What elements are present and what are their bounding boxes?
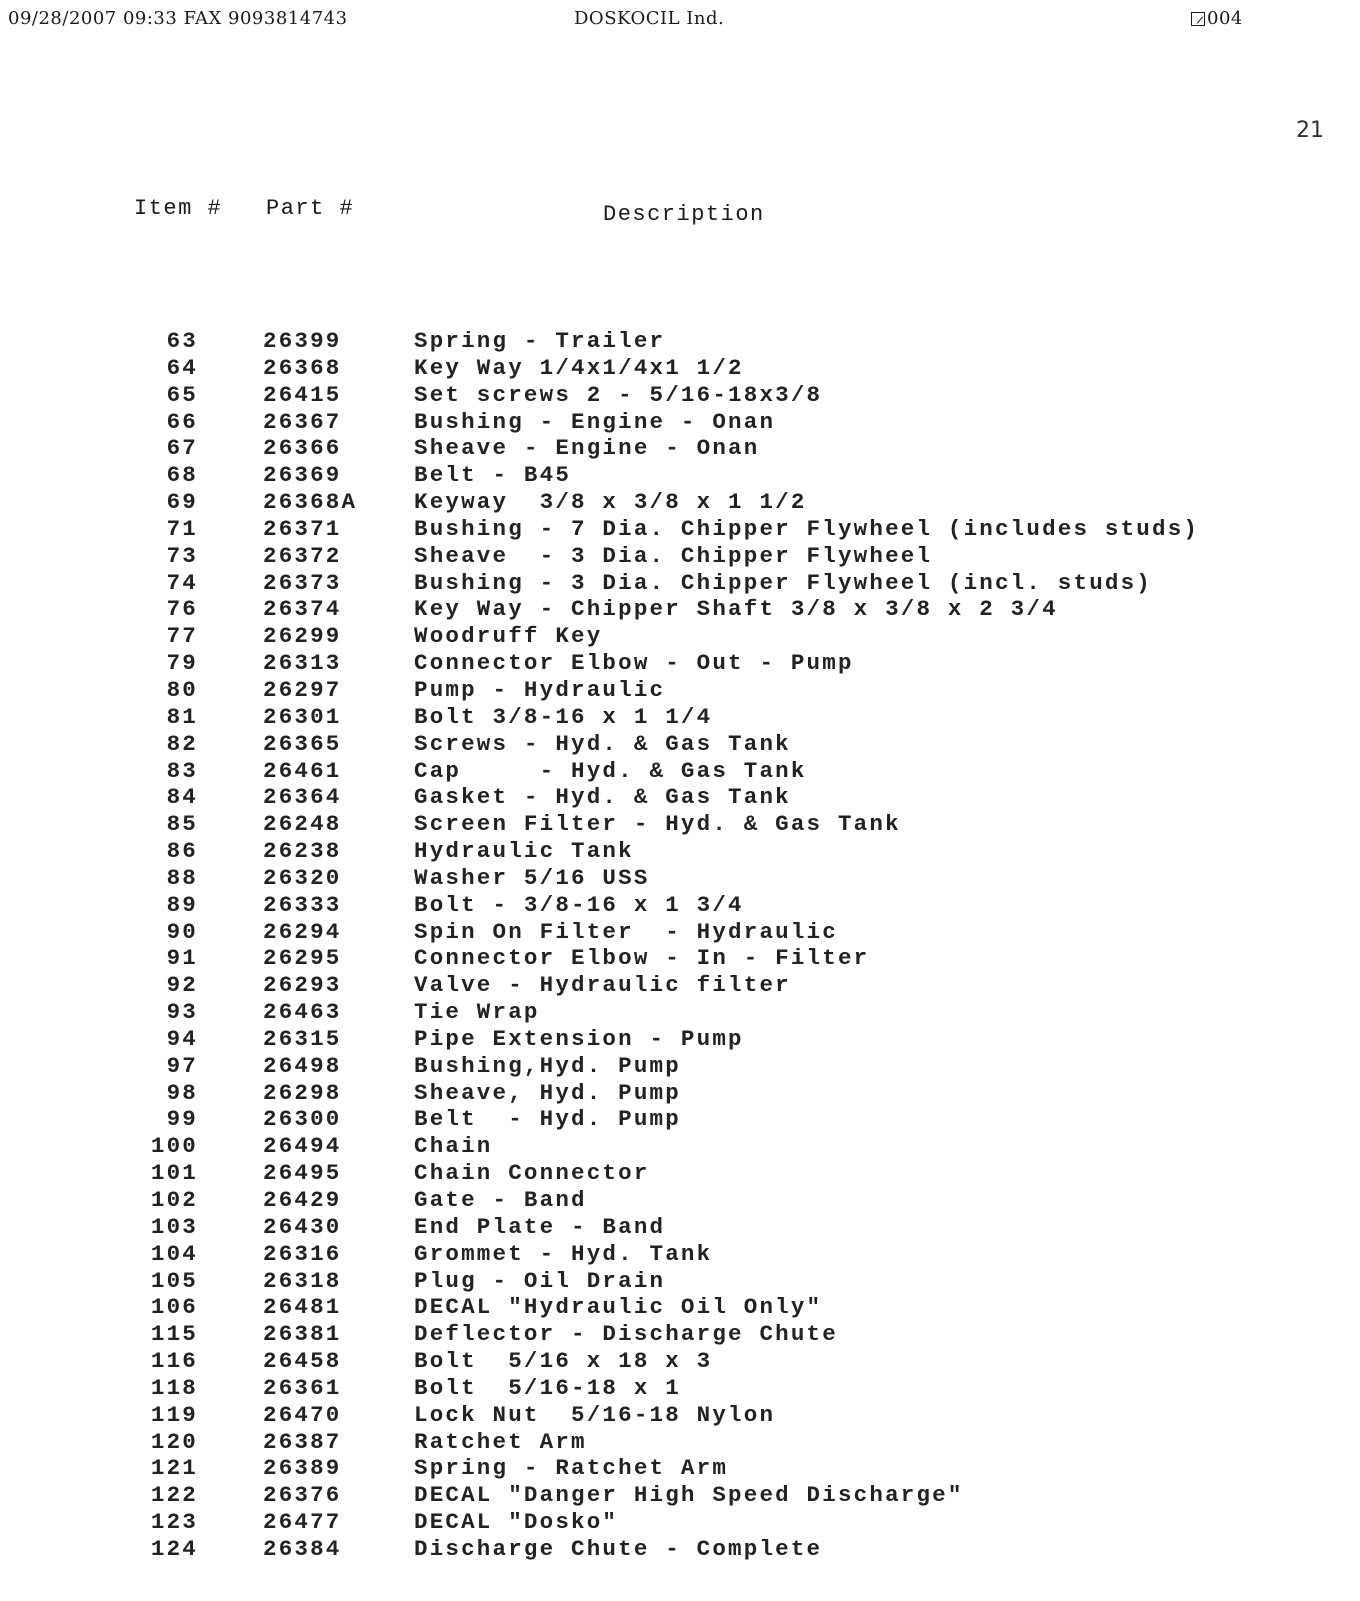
parts-row (0, 650, 1360, 677)
part-description: DECAL "Hydraulic Oil Only" (414, 1294, 823, 1321)
parts-row (0, 462, 1360, 489)
part-description: Key Way 1/4x1/4x1 1/2 (414, 354, 744, 381)
part-number: 26364 (263, 784, 342, 811)
parts-row (0, 516, 1360, 543)
part-description: Sheave - 3 Dia. Chipper Flywheel (414, 542, 933, 569)
part-number: 26299 (263, 623, 342, 650)
part-number: 26477 (263, 1509, 342, 1536)
parts-row (0, 999, 1360, 1026)
part-number: 26463 (263, 999, 342, 1026)
part-description: Pump - Hydraulic (414, 676, 666, 703)
fax-page-indicator (1191, 8, 1243, 29)
part-description: Washer 5/16 USS (414, 864, 650, 891)
parts-list (0, 328, 1360, 1563)
parts-row (0, 435, 1360, 462)
parts-row (0, 1482, 1360, 1509)
part-description: Bolt 3/8-16 x 1 1/4 (414, 703, 713, 730)
item-number: 86 (166, 838, 198, 865)
part-number: 26381 (263, 1321, 342, 1348)
parts-row (0, 838, 1360, 865)
part-description: Gate - Band (414, 1187, 587, 1213)
parts-row (0, 1294, 1360, 1321)
item-number: 65 (166, 381, 198, 408)
part-number: 26313 (263, 650, 342, 677)
part-description: Chain (414, 1133, 493, 1160)
part-description: End Plate - Band (414, 1213, 666, 1240)
part-description: Deflector - Discharge Chute (414, 1321, 838, 1348)
part-description: Set screws 2 - 5/16-18x3/8 (414, 381, 823, 408)
item-number: 81 (166, 703, 198, 730)
parts-row (0, 892, 1360, 919)
part-number: 26374 (263, 596, 342, 623)
item-number: 105 (150, 1267, 198, 1294)
parts-row (0, 570, 1360, 597)
item-number: 63 (166, 328, 198, 354)
part-description: Screen Filter - Hyd. & Gas Tank (414, 811, 901, 838)
part-number: 26361 (263, 1374, 342, 1401)
part-number: 26387 (263, 1428, 342, 1455)
parts-row (0, 409, 1360, 436)
part-description: Gasket - Hyd. & Gas Tank (414, 784, 791, 811)
item-number: 97 (166, 1052, 198, 1079)
parts-row (0, 1241, 1360, 1268)
part-number: 26367 (263, 408, 342, 435)
part-description: Sheave - Engine - Onan (414, 435, 760, 462)
part-description: Tie Wrap (414, 999, 540, 1026)
part-description: Hydraulic Tank (414, 838, 634, 865)
item-number: 80 (166, 676, 198, 703)
item-number: 106 (150, 1294, 198, 1321)
column-header-item: Item # (134, 196, 223, 221)
part-description: Bushing - Engine - Onan (414, 408, 776, 435)
part-number: 26294 (263, 918, 342, 945)
item-number: 74 (166, 569, 198, 596)
part-number: 26481 (263, 1294, 342, 1321)
item-number: 98 (166, 1079, 198, 1106)
part-description: Key Way - Chipper Shaft 3/8 x 3/8 x 2 3/4 (414, 596, 1058, 623)
parts-row (0, 1133, 1360, 1160)
parts-row (0, 1106, 1360, 1133)
item-number: 79 (166, 650, 198, 677)
item-number: 85 (166, 811, 198, 838)
page-number: 21 (1296, 118, 1324, 143)
parts-row (0, 1321, 1360, 1348)
item-number: 121 (150, 1455, 198, 1482)
item-number: 88 (166, 864, 198, 891)
item-number: 120 (150, 1428, 198, 1455)
part-number: 26293 (263, 972, 342, 999)
fax-company: DOSKOCIL Ind. (574, 8, 725, 29)
item-number: 91 (166, 945, 198, 972)
item-number: 123 (150, 1509, 198, 1536)
part-description: Cap - Hyd. & Gas Tank (414, 757, 807, 784)
part-number: 26366 (263, 435, 342, 462)
item-number: 94 (166, 1025, 198, 1052)
parts-row (0, 543, 1360, 570)
column-header-description: Description (603, 202, 765, 227)
item-number: 115 (150, 1321, 198, 1348)
fax-page-icon (1191, 12, 1205, 26)
part-description: DECAL "Dosko" (414, 1509, 619, 1536)
parts-row (0, 1187, 1360, 1214)
parts-row (0, 731, 1360, 758)
item-number: 103 (150, 1213, 198, 1240)
part-description: Bushing - 3 Dia. Chipper Flywheel (incl. studs) (414, 569, 1153, 596)
item-number: 119 (150, 1401, 198, 1428)
part-description: Woodruff Key (414, 623, 603, 650)
item-number: 76 (166, 596, 198, 623)
item-number: 66 (166, 408, 198, 435)
part-number: 26376 (263, 1482, 342, 1509)
parts-row (0, 919, 1360, 946)
item-number: 77 (166, 623, 198, 650)
item-number: 101 (150, 1160, 198, 1187)
part-description: DECAL "Danger High Speed Discharge" (414, 1482, 964, 1509)
part-description: Discharge Chute - Complete (414, 1535, 823, 1562)
part-number: 26300 (263, 1106, 342, 1133)
part-description: Connector Elbow - In - Filter (414, 945, 870, 972)
part-number: 26295 (263, 945, 342, 972)
part-description: Spring - Trailer (414, 328, 666, 354)
parts-row (0, 1026, 1360, 1053)
fax-datetime: 09/28/2007 09:33 FAX 9093814743 (8, 8, 348, 29)
part-number: 26315 (263, 1025, 342, 1052)
part-description: Chain Connector (414, 1160, 650, 1187)
parts-row (0, 489, 1360, 516)
parts-row (0, 596, 1360, 623)
part-description: Pipe Extension - Pump (414, 1025, 744, 1052)
parts-row (0, 704, 1360, 731)
item-number: 84 (166, 784, 198, 811)
part-number: 26415 (263, 381, 342, 408)
part-number: 26238 (263, 838, 342, 865)
part-description: Bolt 5/16-18 x 1 (414, 1374, 681, 1401)
part-number: 26373 (263, 569, 342, 596)
part-description: Sheave, Hyd. Pump (414, 1079, 681, 1106)
item-number: 124 (150, 1535, 198, 1562)
parts-row (0, 865, 1360, 892)
part-description: Screws - Hyd. & Gas Tank (414, 730, 791, 757)
part-description: Bolt 5/16 x 18 x 3 (414, 1348, 713, 1375)
parts-row (0, 1509, 1360, 1536)
part-description: Keyway 3/8 x 3/8 x 1 1/2 (414, 489, 807, 516)
part-description: Spring - Ratchet Arm (414, 1455, 729, 1482)
parts-row (0, 1348, 1360, 1375)
part-number: 26399 (263, 328, 342, 354)
item-number: 69 (166, 489, 198, 516)
part-number: 26301 (263, 703, 342, 730)
part-number: 26389 (263, 1455, 342, 1482)
part-number: 26430 (263, 1213, 342, 1240)
parts-row (0, 784, 1360, 811)
parts-row (0, 811, 1360, 838)
parts-row (0, 1214, 1360, 1241)
part-description: Valve - Hydraulic filter (414, 972, 791, 999)
parts-row (0, 1375, 1360, 1402)
part-number: 26458 (263, 1348, 342, 1375)
item-number: 116 (150, 1348, 198, 1375)
parts-row (0, 382, 1360, 409)
part-number: 26494 (263, 1133, 342, 1160)
item-number: 71 (166, 515, 198, 542)
parts-row (0, 1536, 1360, 1563)
part-number: 26368A (263, 489, 358, 516)
item-number: 100 (150, 1133, 198, 1160)
part-number: 26298 (263, 1079, 342, 1106)
item-number: 92 (166, 972, 198, 999)
part-number: 26316 (263, 1240, 342, 1267)
part-number: 26320 (263, 864, 342, 891)
part-number: 26429 (263, 1187, 342, 1213)
part-number: 26369 (263, 462, 342, 489)
part-number: 26248 (263, 811, 342, 838)
part-description: Belt - Hyd. Pump (414, 1106, 681, 1133)
parts-row (0, 972, 1360, 999)
item-number: 93 (166, 999, 198, 1026)
parts-row (0, 1080, 1360, 1107)
parts-row (0, 1455, 1360, 1482)
part-number: 26318 (263, 1267, 342, 1294)
parts-row (0, 1402, 1360, 1429)
part-description: Grommet - Hyd. Tank (414, 1240, 713, 1267)
parts-row (0, 1053, 1360, 1080)
parts-row (0, 328, 1360, 355)
part-description: Spin On Filter - Hydraulic (414, 918, 838, 945)
part-number: 26371 (263, 515, 342, 542)
item-number: 90 (166, 918, 198, 945)
parts-row (0, 677, 1360, 704)
part-description: Bolt - 3/8-16 x 1 3/4 (414, 891, 744, 918)
part-description: Lock Nut 5/16-18 Nylon (414, 1401, 776, 1428)
item-number: 89 (166, 891, 198, 918)
parts-row (0, 355, 1360, 382)
item-number: 73 (166, 542, 198, 569)
item-number: 82 (166, 730, 198, 757)
parts-row (0, 945, 1360, 972)
part-number: 26461 (263, 757, 342, 784)
part-description: Bushing - 7 Dia. Chipper Flywheel (includes studs) (414, 515, 1200, 542)
part-description: Bushing,Hyd. Pump (414, 1052, 681, 1079)
item-number: 99 (166, 1106, 198, 1133)
parts-row (0, 1429, 1360, 1456)
part-number: 26470 (263, 1401, 342, 1428)
part-number: 26498 (263, 1052, 342, 1079)
item-number: 102 (150, 1187, 198, 1213)
parts-row (0, 758, 1360, 785)
part-description: Connector Elbow - Out - Pump (414, 650, 854, 677)
part-description: Belt - B45 (414, 462, 572, 489)
part-description: Ratchet Arm (414, 1428, 587, 1455)
part-number: 26365 (263, 730, 342, 757)
parts-row (0, 623, 1360, 650)
item-number: 64 (166, 354, 198, 381)
part-number: 26333 (263, 891, 342, 918)
part-number: 26372 (263, 542, 342, 569)
part-number: 26297 (263, 676, 342, 703)
item-number: 83 (166, 757, 198, 784)
parts-row (0, 1160, 1360, 1187)
part-number: 26495 (263, 1160, 342, 1187)
item-number: 67 (166, 435, 198, 462)
item-number: 122 (150, 1482, 198, 1509)
part-number: 26368 (263, 354, 342, 381)
parts-row (0, 1268, 1360, 1295)
fax-header (8, 8, 1352, 34)
fax-page-number: 004 (1207, 8, 1243, 29)
column-header-part: Part # (266, 196, 355, 221)
item-number: 68 (166, 462, 198, 489)
item-number: 118 (150, 1374, 198, 1401)
item-number: 104 (150, 1240, 198, 1267)
part-description: Plug - Oil Drain (414, 1267, 666, 1294)
part-number: 26384 (263, 1535, 342, 1562)
